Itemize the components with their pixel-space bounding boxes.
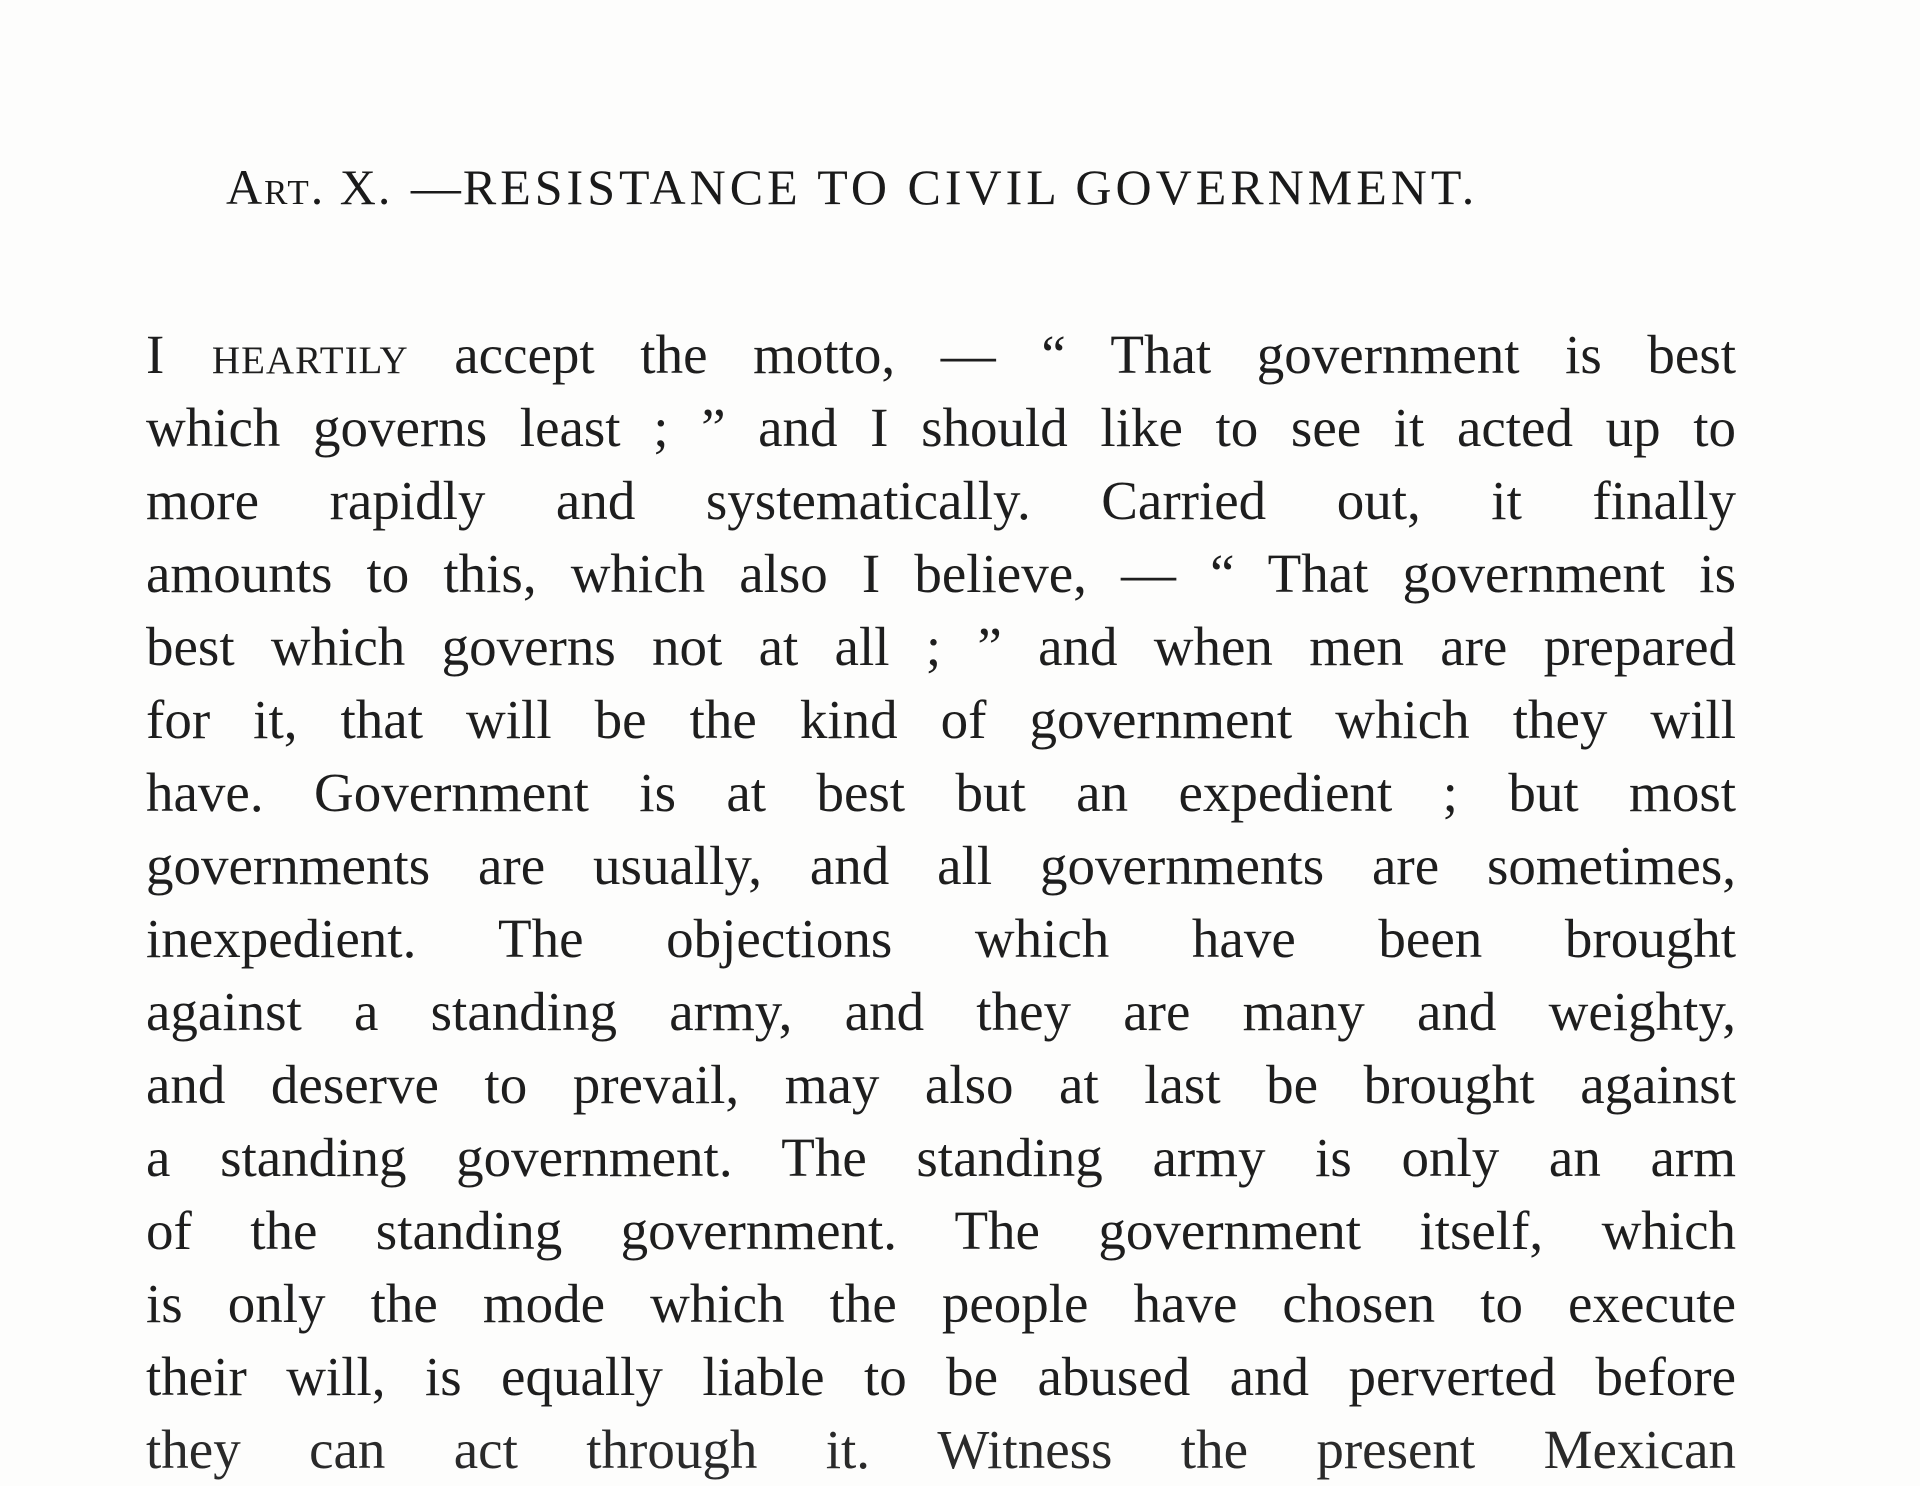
text-line: more rapidly and systematically. Carried out, it finally — [146, 470, 1736, 531]
text-line: governments are usually, and all governments are sometimes, — [146, 835, 1736, 896]
text-line — [146, 318, 1736, 391]
text-line: is only the mode which the people have chosen to execute — [146, 1273, 1736, 1334]
article-number: Art. X. — [226, 159, 393, 215]
text-line-content: accept the motto, — “ That government is best — [454, 324, 1736, 385]
article-title — [226, 158, 1646, 216]
text-line: amounts to this, which also I believe, — “ That government is — [146, 543, 1736, 604]
text-line: for it, that will be the kind of government which they will — [146, 689, 1736, 750]
lead-word: I heartily — [146, 324, 409, 385]
text-line: and deserve to prevail, may also at last be brought against — [146, 1054, 1736, 1115]
article-heading: RESISTANCE TO CIVIL GOVERNMENT. — [462, 159, 1479, 215]
text-line: of the standing government. The government itself, which — [146, 1200, 1736, 1261]
text-line: their will, is equally liable to be abused and perverted before — [146, 1346, 1736, 1407]
text-line: which governs least ; ” and I should like to see it acted up to — [146, 397, 1736, 458]
text-line: best which governs not at all ; ” and when men are prepared — [146, 616, 1736, 677]
article-body — [146, 318, 1736, 1480]
text-line: have. Government is at best but an expedient ; but most — [146, 762, 1736, 823]
text-line: against a standing army, and they are many and weighty, — [146, 981, 1736, 1042]
text-line: a standing government. The standing army is only an arm — [146, 1127, 1736, 1188]
title-dash: — — [410, 159, 461, 215]
text-line: inexpedient. The objections which have been brought — [146, 908, 1736, 969]
text-line-partial: they can act through it. Witness the present Mexican — [146, 1419, 1736, 1480]
